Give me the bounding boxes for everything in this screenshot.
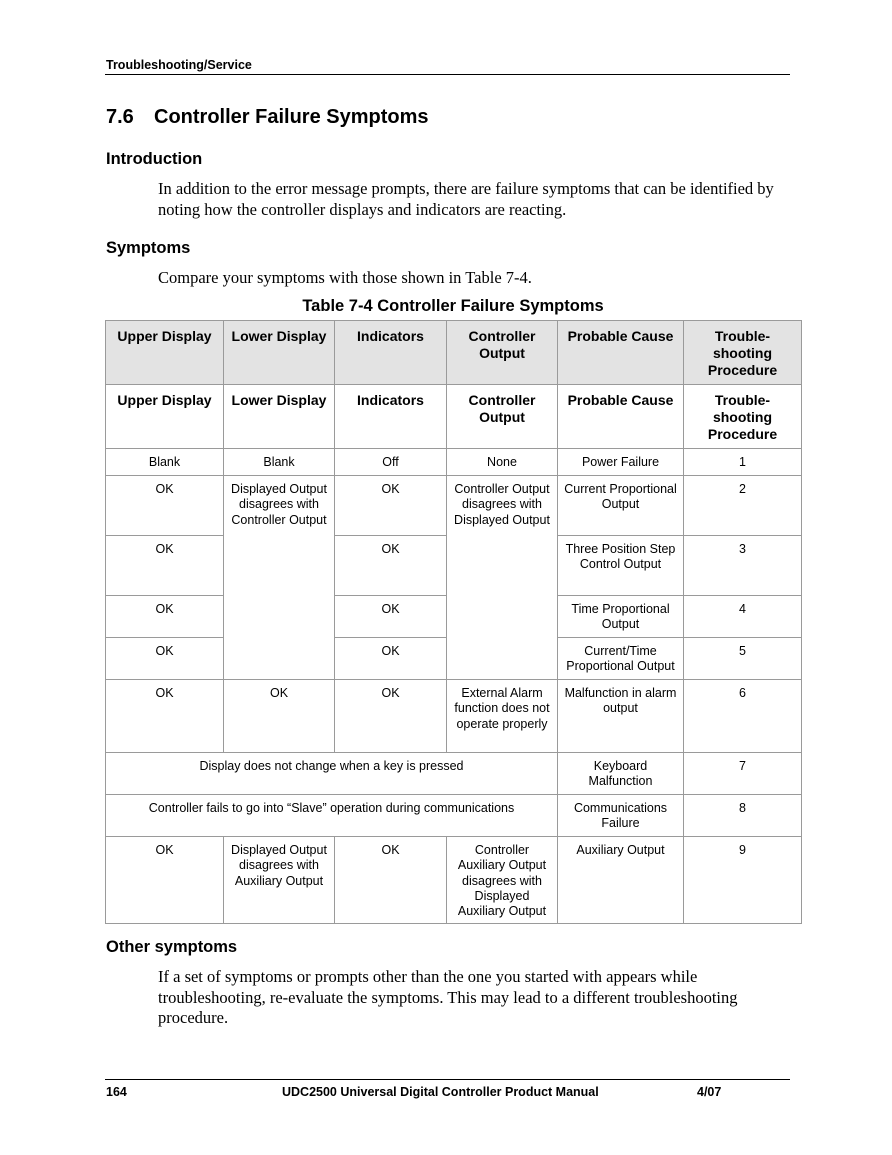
- cell: Keyboard Malfunction: [558, 753, 684, 795]
- cell: Current Proportional Output: [558, 476, 684, 536]
- manual-title: UDC2500 Universal Digital Controller Product Manual: [282, 1085, 599, 1099]
- table-row: [106, 837, 802, 924]
- table-row: [106, 795, 802, 837]
- introduction-text: In addition to the error message prompts, there are failure symptoms that can be identified by noting how the controller displays and indicators are reacting.: [158, 179, 774, 219]
- cell-merged-lower-display: Displayed Output disagrees with Controller Output: [224, 476, 335, 680]
- cell: 9: [684, 837, 802, 924]
- section-title: [106, 106, 429, 129]
- cell: OK: [335, 680, 447, 753]
- cell: External Alarm function does not operate properly: [447, 680, 558, 753]
- cell: Malfunction in alarm output: [558, 680, 684, 753]
- introduction-heading: Introduction: [106, 150, 203, 168]
- cell: 6: [684, 680, 802, 753]
- cell: Three Position Step Control Output: [558, 536, 684, 596]
- header-controller-output: Controller Output: [447, 321, 558, 385]
- header-indicators: Indicators: [335, 385, 447, 449]
- header-procedure: Trouble-shooting Procedure: [684, 321, 802, 385]
- cell-symptom-span: Display does not change when a key is pressed: [106, 753, 558, 795]
- header-probable-cause: Probable Cause: [558, 385, 684, 449]
- cell: OK: [335, 476, 447, 536]
- cell-merged-controller-output: Controller Output disagrees with Displayed Output: [447, 476, 558, 680]
- table-row: [106, 449, 802, 476]
- cell: Displayed Output disagrees with Auxiliary Output: [224, 837, 335, 924]
- header-procedure: Trouble-shooting Procedure: [684, 385, 802, 449]
- cell: OK: [106, 680, 224, 753]
- cell: None: [447, 449, 558, 476]
- cell: Off: [335, 449, 447, 476]
- cell: 5: [684, 638, 802, 680]
- symptoms-text: Compare your symptoms with those shown in Table 7-4.: [158, 268, 532, 287]
- cell: OK: [106, 596, 224, 638]
- cell: Time Proportional Output: [558, 596, 684, 638]
- header-indicators: Indicators: [335, 321, 447, 385]
- header-lower-display: Lower Display: [224, 385, 335, 449]
- table-row: [106, 753, 802, 795]
- failure-symptoms-table: [105, 320, 802, 924]
- cell: Auxiliary Output: [558, 837, 684, 924]
- other-symptoms-heading: Other symptoms: [106, 938, 238, 956]
- cell: 1: [684, 449, 802, 476]
- cell: Blank: [106, 449, 224, 476]
- table-header-row: [106, 321, 802, 385]
- cell: 3: [684, 536, 802, 596]
- header-upper-display: Upper Display: [106, 385, 224, 449]
- header-probable-cause: Probable Cause: [558, 321, 684, 385]
- table-header-row-repeat: [106, 385, 802, 449]
- cell: OK: [224, 680, 335, 753]
- header-upper-display: Upper Display: [106, 321, 224, 385]
- cell: Current/Time Proportional Output: [558, 638, 684, 680]
- other-symptoms-text: If a set of symptoms or prompts other than the one you started with appears while troubleshooting, re-evaluate the symptoms. This may lead to a different troubleshooting procedure.: [158, 967, 738, 1027]
- cell: OK: [335, 536, 447, 596]
- cell: 8: [684, 795, 802, 837]
- cell: OK: [335, 638, 447, 680]
- cell: OK: [106, 476, 224, 536]
- cell-symptom-span: Controller fails to go into “Slave” operation during communications: [106, 795, 558, 837]
- cell: Communications Failure: [558, 795, 684, 837]
- cell: OK: [106, 536, 224, 596]
- running-head: Troubleshooting/Service: [106, 58, 252, 72]
- cell: OK: [106, 837, 224, 924]
- header-lower-display: Lower Display: [224, 321, 335, 385]
- footer-date: 4/07: [697, 1085, 722, 1099]
- footer-rule: [105, 1079, 790, 1080]
- cell: Controller Auxiliary Output disagrees with Displayed Auxiliary Output: [447, 837, 558, 924]
- section-title-text: Controller Failure Symptoms: [154, 106, 429, 128]
- table-row: [106, 680, 802, 753]
- cell: Blank: [224, 449, 335, 476]
- symptoms-heading: Symptoms: [106, 239, 191, 257]
- table-caption: Table 7-4 Controller Failure Symptoms: [302, 297, 604, 315]
- cell: OK: [106, 638, 224, 680]
- cell: 7: [684, 753, 802, 795]
- page-number: 164: [106, 1085, 127, 1099]
- table-row: [106, 476, 802, 536]
- header-rule: [105, 74, 790, 75]
- section-number: 7.6: [106, 106, 134, 128]
- cell: OK: [335, 837, 447, 924]
- cell: OK: [335, 596, 447, 638]
- cell: 2: [684, 476, 802, 536]
- header-controller-output: Controller Output: [447, 385, 558, 449]
- cell: 4: [684, 596, 802, 638]
- cell: Power Failure: [558, 449, 684, 476]
